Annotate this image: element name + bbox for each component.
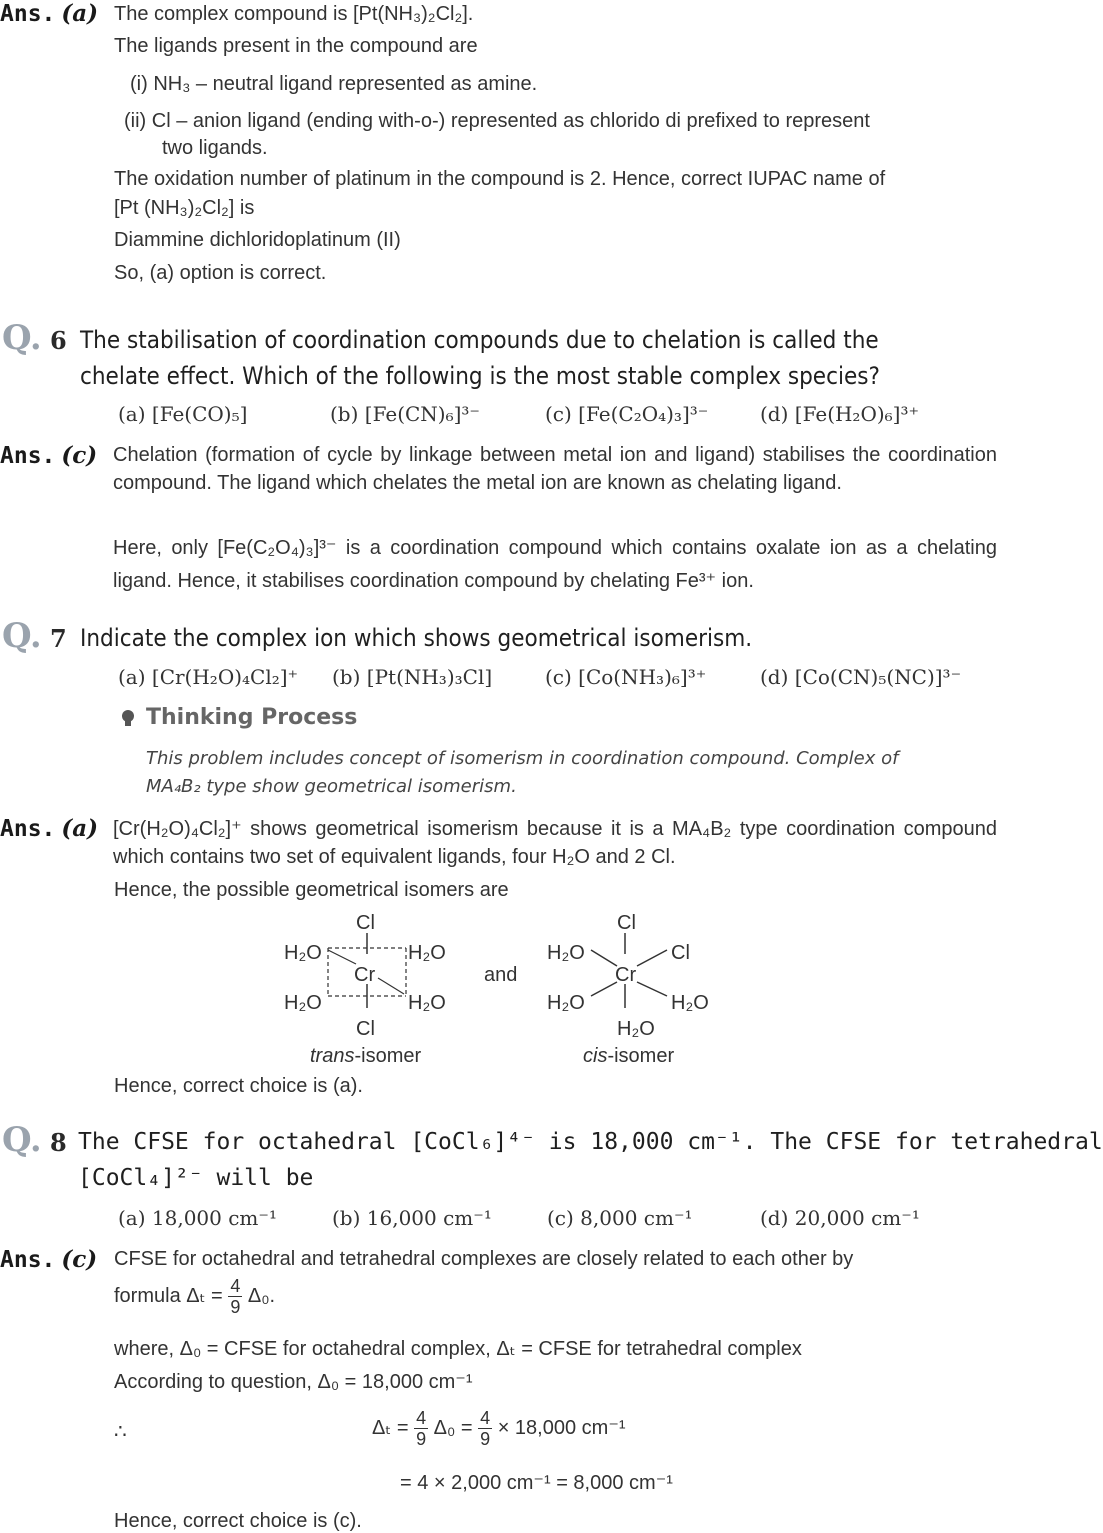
option-a: (a) [Cr(H₂O)₄Cl₂]⁺ [118,665,299,689]
answer-label: Ans. (a) [0,0,99,27]
answer-line: [Pt (NH₃)₂Cl₂] is [114,197,255,219]
ligand-label: H₂O [617,1018,655,1040]
bulb-icon [120,708,136,730]
ligand-label: H₂O [408,992,446,1014]
answer-line: (ii) Cl – anion ligand (ending with-o-) represented as chlorido di prefixed to represent [124,110,870,132]
cis-isomer-structure [545,908,725,1068]
metal-label: Cr [615,964,637,986]
ligand-label: H₂O [547,992,585,1014]
answer-line: The ligands present in the compound are [114,35,478,57]
option-d: (d) 20,000 cm⁻¹ [760,1206,920,1230]
answer-label: Ans. (c) [0,1246,98,1273]
question-text: chelate effect. Which of the following is the most stable complex species? [80,362,880,390]
ligand-label: H₂O [547,942,585,964]
answer-label: Ans. (c) [0,442,98,469]
trans-isomer-structure [282,908,462,1068]
ligand-label: H₂O [671,992,709,1014]
answer-paragraph: [Cr(H₂O)₄Cl₂]⁺ shows geometrical isomerism because it is a MA₄B₂ type coordination compound which contains two set of equivalent ligands, four H₂O and 2 Cl. [113,818,997,868]
ligand-label: H₂O [284,942,322,964]
ligand-label: Cl [671,942,690,964]
answer-line: CFSE for octahedral and tetrahedral complexes are closely related to each other by [114,1248,854,1270]
question-text: The CFSE for octahedral [CoCl₆]⁴⁻ is 18,000 cm⁻¹. The CFSE for tetrahedral [78,1129,1103,1155]
ligand-label: Cl [356,912,375,934]
answer-line: The complex compound is [Pt(NH₃)₂Cl₂]. [114,3,474,25]
thinking-process-title: Thinking Process [146,705,358,730]
answer-line: Diammine dichloridoplatinum (II) [114,229,401,251]
option-c: (c) 8,000 cm⁻¹ [547,1206,693,1230]
fraction: $\frac{4}{9}$ [480,1408,491,1450]
answer-line: (i) NH₃ – neutral ligand represented as amine. [130,73,538,95]
formula-line: formula Δₜ = $\frac{4}{9}$ Δ₀. [114,1276,276,1318]
thinking-process-text: This problem includes concept of isomerism in coordination compound. Complex of MA₄B₂ type show geometrical isomerism. [146,748,899,797]
answer-line: Hence, correct choice is (a). [114,1075,363,1097]
question-text: Indicate the complex ion which shows geometrical isomerism. [80,624,753,652]
answer-label: Ans. (a) [0,815,99,842]
therefore-symbol: ∴ [114,1421,127,1443]
option-d: (d) [Fe(H₂O)₆]³⁺ [760,402,920,426]
ligand-label: Cl [617,912,636,934]
question-mark: Q. [2,1120,42,1160]
question-number: 7 [50,624,67,653]
question-number: 6 [50,326,67,355]
option-a: (a) 18,000 cm⁻¹ [118,1206,277,1230]
and-label: and [484,964,518,986]
isomer-caption: trans-isomer [310,1045,422,1067]
metal-label: Cr [354,964,376,986]
question-number: 8 [50,1128,67,1157]
option-c: (c) [Co(NH₃)₆]³⁺ [545,665,707,689]
option-a: (a) [Fe(CO)₅] [118,402,248,426]
question-mark: Q. [2,616,42,656]
option-d: (d) [Co(CN)₅(NC)]³⁻ [760,665,962,689]
fraction: $\frac{4}{9}$ [416,1408,427,1450]
ligand-label: H₂O [284,992,322,1014]
ligand-label: H₂O [408,942,446,964]
formula-line: Δₜ = $\frac{4}{9}$ Δ₀ = $\frac{4}{9}$ × 18,000 cm⁻¹ [372,1408,626,1450]
answer-line: Hence, the possible geometrical isomers are [114,879,509,901]
answer-line: The oxidation number of platinum in the compound is 2. Hence, correct IUPAC name of [114,168,886,190]
answer-line: = 4 × 2,000 cm⁻¹ = 8,000 cm⁻¹ [400,1472,673,1494]
answer-line: two ligands. [162,137,268,159]
question-text: [CoCl₄]²⁻ will be [78,1165,314,1191]
answer-paragraph: Here, only [Fe(C₂O₄)₃]³⁻ is a coordination compound which contains oxalate ion as a chelating ligand. Hence, it stabilises coordination compound by chelating Fe³⁺ ion. [113,537,997,592]
option-b: (b) 16,000 cm⁻¹ [332,1206,492,1230]
question-mark: Q. [2,318,42,358]
option-c: (c) [Fe(C₂O₄)₃]³⁻ [545,402,709,426]
question-text: The stabilisation of coordination compounds due to chelation is called the [80,326,879,354]
answer-paragraph: Chelation (formation of cycle by linkage between metal ion and ligand) stabilises the coordination compound. The ligand which chelates the metal ion are known as chelating ligand. [113,444,997,494]
fraction: $\frac{4}{9}$ [230,1276,241,1318]
option-b: (b) [Fe(CN)₆]³⁻ [330,402,480,426]
ligand-label: Cl [356,1018,375,1040]
answer-line: where, Δ₀ = CFSE for octahedral complex, Δₜ = CFSE for tetrahedral complex [114,1338,802,1360]
option-b: (b) [Pt(NH₃)₃Cl] [332,665,493,689]
isomer-caption: cis-isomer [583,1045,675,1067]
answer-line: So, (a) option is correct. [114,262,327,284]
answer-line: According to question, Δ₀ = 18,000 cm⁻¹ [114,1371,473,1393]
answer-line: Hence, correct choice is (c). [114,1510,362,1532]
